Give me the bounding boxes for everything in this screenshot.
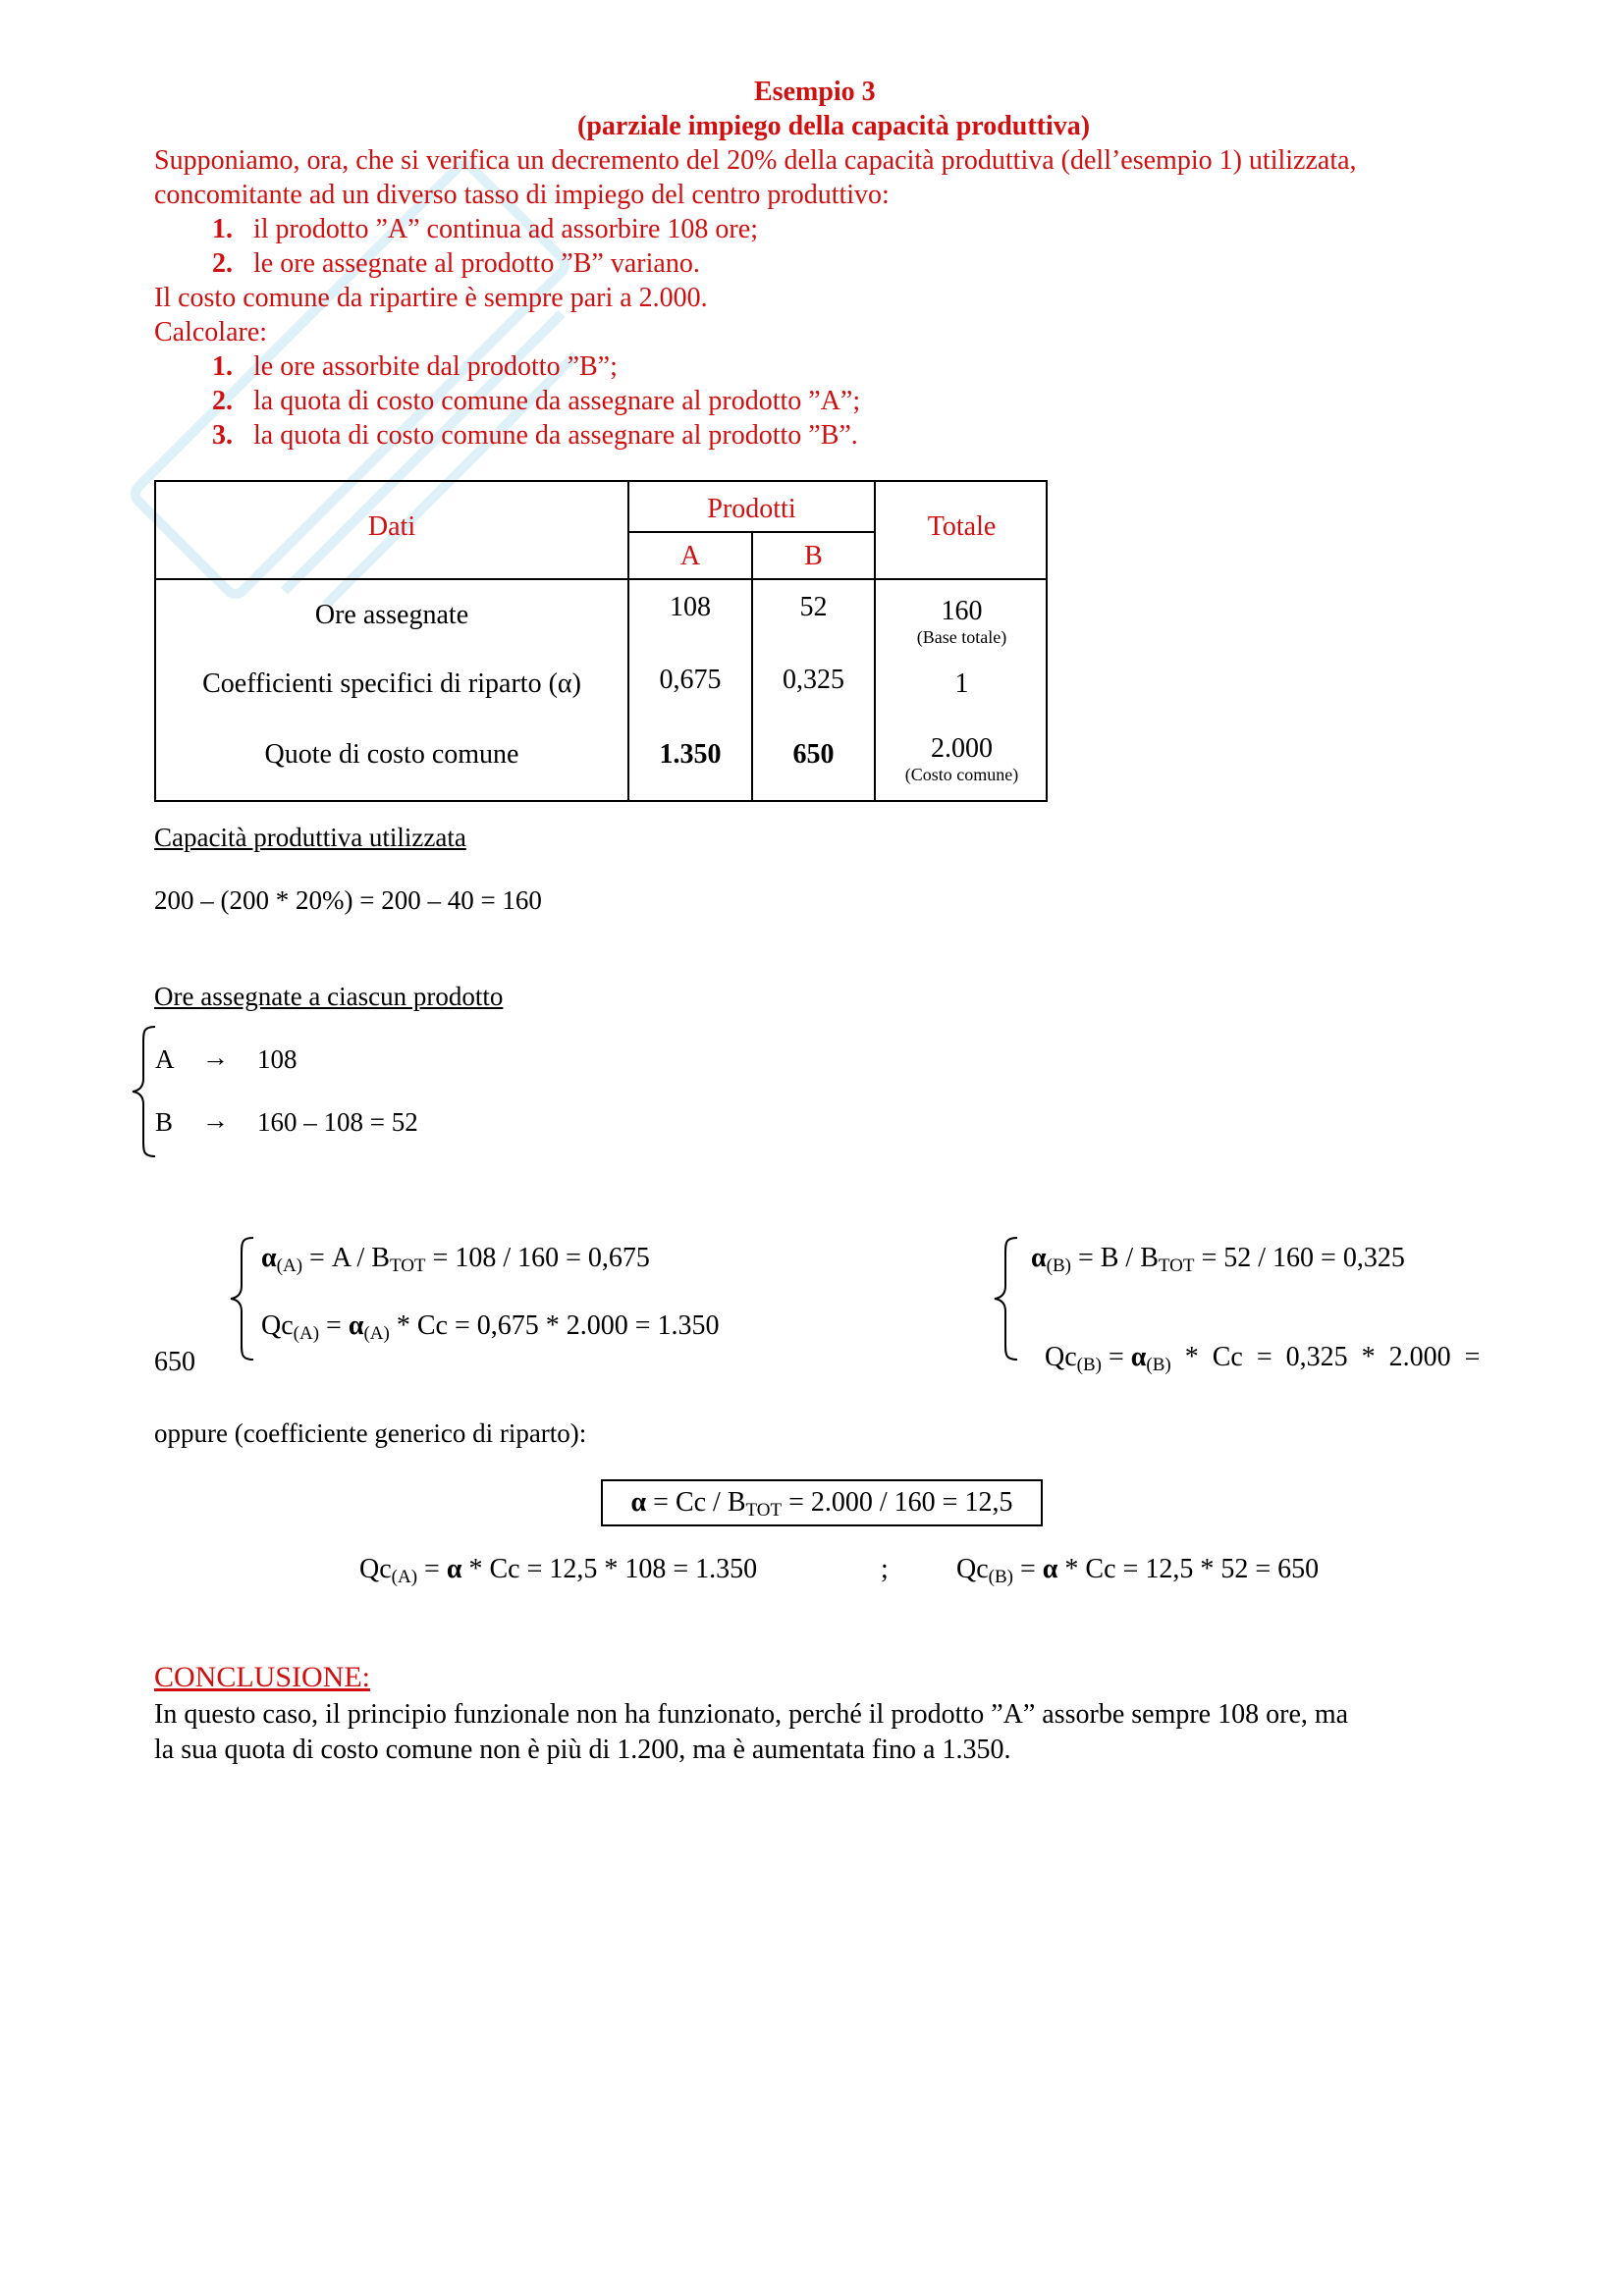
list-text: le ore assorbite dal prodotto ”B”; [253, 351, 618, 382]
brace-icon [992, 1235, 1021, 1362]
list-text: la quota di costo comune da assegnare al prodotto ”A”; [253, 386, 861, 416]
alpha-symbol: α [1042, 1554, 1058, 1584]
table-row-label: Quote di costo comune [264, 739, 519, 770]
conclusion-line-1: In questo caso, il principio funzionale non ha funzionato, perché il prodotto ”A” assorbe sempre 108 ore, ma [154, 1699, 1349, 1730]
alpha-symbol: α [1130, 1342, 1147, 1372]
intro-line-4: Calcolare: [154, 317, 268, 347]
formula-separator: ; [881, 1554, 889, 1584]
capacity-heading: Capacità produttiva utilizzata [154, 823, 466, 852]
formula-qc-a: $Qc_{(A)} = \alpha_{(A)} * Cc = 0,675 * 2.000 = 1.350$ [261, 1310, 720, 1344]
table-header-dati: Dati [367, 511, 416, 542]
conclusion-line-2: la sua quota di costo comune non è più di 1.200, ma è aumentata fino a 1.350. [154, 1735, 1011, 1765]
table-cell-b: 650 [792, 739, 835, 770]
table-header-totale: Totale [927, 511, 997, 542]
example-title: Esempio 3 [754, 77, 876, 107]
table-row-label: Ore assegnate [314, 600, 469, 630]
formula-generic-qc-a: $Qc_{(A)} = \alpha * Cc = 12,5 * 108 = 1.350$ [359, 1554, 758, 1587]
list-text: il prodotto ”A” continua ad assorbire 108 ore; [253, 214, 758, 244]
alpha-symbol: α [630, 1487, 647, 1518]
table-header-prodotti: Prodotti [707, 494, 796, 524]
brace-icon [228, 1235, 257, 1362]
formula-alpha-b: $\alpha_{(B)} = B / B_{TOT} = 52 / 160 = 0,325$ [1031, 1243, 1405, 1276]
list-number: 1. [212, 351, 233, 382]
arrow-icon: → [202, 1105, 229, 1135]
arrow-icon: → [202, 1042, 229, 1072]
list-number: 2. [212, 386, 233, 416]
hours-a-label: A [155, 1044, 175, 1074]
formula-generic-qc-b: $Qc_{(B)} = \alpha * Cc = 12,5 * 52 = 650$ [956, 1554, 1320, 1587]
table-cell-b: 52 [799, 592, 828, 622]
formula-alpha-a: $\alpha_{(A)} = A / B_{TOT} = 108 / 160 = 0,675$ [261, 1243, 650, 1276]
conclusion-heading: CONCLUSIONE: [154, 1661, 371, 1693]
list-number: 2. [212, 248, 233, 279]
list-item [212, 420, 858, 452]
table-row-label [156, 668, 627, 700]
intro-line-2: concomitante ad un diverso tasso di impiego del centro produttivo: [154, 180, 890, 210]
table-cell-total: 2.000 [931, 733, 993, 764]
example-subtitle: (parziale impiego della capacità produttiva) [577, 111, 1091, 141]
data-table [154, 480, 1048, 802]
table-header-a: A [679, 541, 701, 571]
alpha-symbol: α [1031, 1243, 1047, 1273]
hours-b-value: 160 – 108 = 52 [257, 1107, 418, 1137]
table-cell-a: 108 [670, 592, 711, 622]
table-header-b: B [804, 541, 823, 571]
alpha-symbol: α [446, 1554, 462, 1584]
table-cell-a: 1.350 [659, 739, 722, 770]
formula-overflow: 650 [154, 1347, 195, 1377]
hours-a-value: 108 [257, 1044, 298, 1074]
list-item [212, 386, 860, 417]
list-item [212, 214, 758, 245]
list-text: le ore assegnate al prodotto ”B” variano. [253, 248, 700, 279]
alpha-symbol: α [348, 1310, 364, 1341]
table-cell-note: (Costo comune) [904, 765, 1019, 784]
intro-line-3: Il costo comune da ripartire è sempre pari a 2.000. [154, 283, 708, 313]
intro-line-1: Supponiamo, ora, che si verifica un decremento del 20% della capacità produttiva (dell’esempio 1) utilizzata, [154, 145, 1357, 176]
table-cell-a: 0,675 [659, 665, 722, 695]
list-number: 3. [212, 420, 233, 451]
list-text: la quota di costo comune da assegnare al prodotto ”B”. [253, 420, 858, 451]
list-item [212, 351, 618, 383]
table-cell-total: 1 [954, 668, 969, 699]
table-cell-b: 0,325 [783, 665, 844, 695]
hours-heading: Ore assegnate a ciascun prodotto [154, 982, 504, 1011]
table-cell-total: 160 [941, 596, 983, 626]
generic-intro: oppure (coefficiente generico di riparto): [154, 1418, 587, 1448]
table-row-label-text: Coefficienti specifici di riparto (α) [202, 668, 581, 699]
list-item [212, 248, 700, 280]
boxed-formula: $\alpha = Cc / B_{TOT} = 2.000 / 160 = 12,5$ [601, 1479, 1043, 1526]
alpha-symbol: α [261, 1243, 277, 1273]
formula-qc-b: $Qc_{(B)} = \alpha_{(B)} * Cc = 0,325 * 2.000$ = [1045, 1342, 1481, 1375]
table-cell-note: (Base totale) [916, 627, 1007, 647]
hours-b-label: B [155, 1107, 174, 1137]
capacity-formula: 200 – (200 * 20%) = 200 – 40 = 160 [154, 885, 542, 915]
list-number: 1. [212, 214, 233, 244]
